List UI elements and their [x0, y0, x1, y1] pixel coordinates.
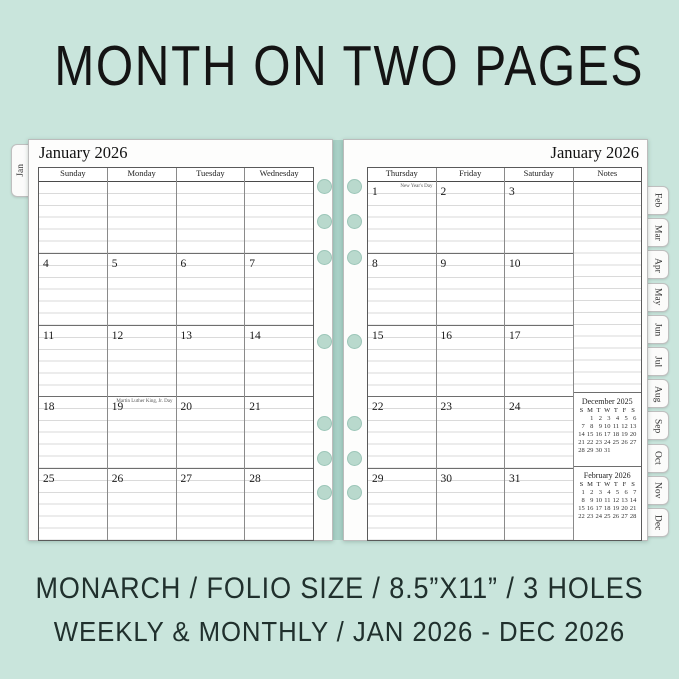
date-number: 15: [372, 329, 384, 342]
date-number: 27: [180, 473, 192, 486]
month-tab-apr: [646, 250, 669, 279]
date-cell-7: [245, 253, 313, 325]
date-cell-5: [108, 253, 176, 325]
mini-date-27: 27: [629, 439, 637, 447]
mini-date-15: 15: [578, 505, 585, 513]
mini-day-letter: T: [613, 481, 618, 489]
date-cell-6: [177, 253, 245, 325]
mini-date-27: 27: [621, 513, 628, 521]
mini-date-19: 19: [612, 505, 620, 513]
date-number: 21: [249, 401, 261, 414]
mini-date-14: 14: [629, 497, 637, 505]
mini-date-20: 20: [621, 505, 628, 513]
binder-hole: [317, 179, 332, 194]
mini-date-17: 17: [595, 505, 602, 513]
mini-date-18: 18: [604, 505, 611, 513]
date-cell-13: [177, 325, 245, 397]
mini-date-6: 6: [633, 415, 637, 423]
mini-date-30: 30: [595, 447, 602, 455]
binder-hole: [347, 179, 362, 194]
left-column-tuesday: [176, 168, 245, 540]
empty-date-cell: [108, 182, 176, 253]
month-tab-label: Jun: [652, 322, 663, 336]
left-month-title: January 2026: [39, 143, 128, 162]
mini-date-4: 4: [607, 489, 611, 497]
mini-date-24: 24: [595, 513, 602, 521]
date-cell-4: [39, 253, 107, 325]
date-number: 8: [372, 257, 378, 270]
date-cell-24: [505, 396, 573, 468]
mini-day-letter: S: [579, 481, 584, 489]
mini-calendar-title: December 2025: [581, 397, 633, 407]
mini-date-9: 9: [598, 423, 602, 431]
date-number: 18: [43, 401, 55, 414]
binder-hole: [347, 214, 362, 229]
date-number: 31: [509, 473, 521, 486]
day-header-friday: Friday: [437, 168, 505, 182]
notes-ruled-area: [574, 182, 642, 392]
mini-date-16: 16: [586, 505, 594, 513]
date-cell-26: [108, 468, 176, 540]
day-header-sunday: Sunday: [39, 168, 107, 182]
date-cell-28: [245, 468, 313, 540]
mini-date-16: 16: [595, 431, 602, 439]
binder-hole: [317, 334, 332, 349]
date-number: 30: [440, 473, 452, 486]
mini-date-22: 22: [578, 513, 585, 521]
binder-hole: [317, 416, 332, 431]
date-number: 4: [43, 257, 49, 270]
mini-day-letter: S: [631, 407, 635, 415]
month-tab-label: Aug: [652, 385, 663, 402]
mini-date-9: 9: [590, 497, 594, 505]
binder-hole: [347, 334, 362, 349]
mini-day-letter: F: [622, 407, 627, 415]
month-tab-label: Oct: [652, 451, 663, 465]
date-number: 20: [180, 401, 192, 414]
date-cell-25: [39, 468, 107, 540]
mini-date-6: 6: [624, 489, 628, 497]
mini-calendar-december-2025: [574, 392, 642, 466]
mini-date-10: 10: [595, 497, 602, 505]
mini-date-31: 31: [604, 447, 611, 455]
mini-date-7: 7: [633, 489, 637, 497]
left-column-wednesday: [244, 168, 313, 540]
month-tab-label: May: [652, 288, 663, 306]
binder-hole: [347, 250, 362, 265]
mini-date-3: 3: [607, 415, 611, 423]
date-cell-1: [368, 182, 436, 253]
mini-date-8: 8: [590, 423, 594, 431]
mini-date-23: 23: [586, 513, 594, 521]
date-cell-15: [368, 325, 436, 397]
mini-day-letter: F: [622, 481, 627, 489]
date-number: 24: [509, 401, 521, 414]
date-cell-20: [177, 396, 245, 468]
date-cell-14: [245, 325, 313, 397]
mini-day-letter: W: [604, 407, 611, 415]
month-tab-nov: [646, 476, 669, 505]
mini-day-letter: M: [587, 407, 593, 415]
date-cell-29: [368, 468, 436, 540]
date-number: 25: [43, 473, 55, 486]
binder-hole: [317, 451, 332, 466]
binder-hole: [317, 485, 332, 500]
left-column-sunday: [39, 168, 107, 540]
mini-date-8: 8: [581, 497, 585, 505]
date-number: 26: [111, 473, 124, 486]
month-tab-label: Mar: [652, 224, 663, 241]
binder-hole: [347, 451, 362, 466]
mini-date-25: 25: [604, 513, 611, 521]
mini-date-11: 11: [604, 497, 611, 505]
mini-date-21: 21: [629, 505, 637, 513]
month-tab-aug: [646, 379, 669, 408]
month-tab-sep: [646, 411, 669, 440]
date-cell-9: [437, 253, 505, 325]
mini-calendar-title: February 2026: [583, 471, 631, 481]
mini-day-letter: S: [579, 407, 584, 415]
product-title: MONTH ON TWO PAGES: [54, 34, 645, 98]
notes-body: [574, 182, 642, 540]
mini-date-12: 12: [621, 423, 628, 431]
date-number: 12: [111, 329, 124, 342]
date-number: 7: [249, 257, 255, 270]
binder-hole: [347, 485, 362, 500]
mini-date-12: 12: [612, 497, 620, 505]
holiday-label: New Year's Day: [400, 184, 433, 189]
month-tab-mar: [646, 218, 669, 247]
date-cell-3: [505, 182, 573, 253]
mini-day-letter: T: [596, 481, 601, 489]
mini-date-10: 10: [604, 423, 611, 431]
month-tab-jun: [646, 315, 669, 344]
month-tab-feb: [646, 186, 669, 215]
date-number: 29: [372, 473, 384, 486]
day-header-thursday: Thursday: [368, 168, 436, 182]
mini-date-7: 7: [581, 423, 585, 431]
mini-date-17: 17: [604, 431, 611, 439]
mini-date-24: 24: [604, 439, 611, 447]
mini-date-25: 25: [612, 439, 620, 447]
mini-date-13: 13: [629, 423, 637, 431]
date-number: 6: [180, 257, 187, 270]
date-cell-31: [505, 468, 573, 540]
date-number: 23: [440, 401, 452, 414]
day-header-saturday: Saturday: [505, 168, 573, 182]
mini-day-letter: W: [604, 481, 611, 489]
mini-date-2: 2: [590, 489, 594, 497]
month-tab-jul: [646, 347, 669, 376]
footer-line-1: MONARCH / FOLIO SIZE / 8.5”X11” / 3 HOLES: [35, 572, 644, 605]
date-cell-11: [39, 325, 107, 397]
mini-date-14: 14: [578, 431, 585, 439]
date-cell-8: [368, 253, 436, 325]
mini-calendar-grid: [574, 407, 642, 455]
mini-date-21: 21: [578, 439, 585, 447]
empty-date-cell: [177, 182, 245, 253]
mini-date-22: 22: [586, 439, 594, 447]
mini-date-23: 23: [595, 439, 602, 447]
month-tab-may: [646, 283, 669, 312]
date-number: 17: [509, 329, 521, 342]
jan-tab-label: Jan: [16, 164, 26, 177]
date-cell-12: [108, 325, 176, 397]
date-cell-18: [39, 396, 107, 468]
mini-day-letter: S: [631, 481, 635, 489]
right-column-friday: [436, 168, 505, 540]
date-number: 16: [440, 329, 452, 342]
day-header-monday: Monday: [108, 168, 176, 182]
mini-date-15: 15: [586, 431, 594, 439]
date-cell-27: [177, 468, 245, 540]
left-calendar-grid: [38, 167, 314, 541]
month-tab-label: Jul: [652, 355, 663, 368]
notes-header: Notes: [574, 168, 642, 182]
mini-date-13: 13: [621, 497, 628, 505]
mini-date-4: 4: [615, 415, 620, 423]
date-cell-16: [437, 325, 505, 397]
mini-day-letter: T: [596, 407, 601, 415]
mini-empty: [629, 447, 638, 455]
mini-date-26: 26: [612, 513, 620, 521]
date-number: 9: [440, 257, 447, 270]
right-column-saturday: [504, 168, 573, 540]
date-cell-19: [108, 396, 176, 468]
mini-date-5: 5: [615, 489, 620, 497]
month-tab-label: Feb: [652, 193, 663, 208]
day-header-tuesday: Tuesday: [177, 168, 245, 182]
notes-column: [573, 168, 642, 540]
date-cell-22: [368, 396, 436, 468]
mini-date-18: 18: [612, 431, 620, 439]
mini-calendar-february-2026: [574, 466, 642, 540]
month-tab-label: Apr: [652, 257, 663, 273]
mini-calendar-grid: [574, 481, 642, 521]
date-cell-10: [505, 253, 573, 325]
date-number: 14: [249, 329, 261, 342]
date-cell-23: [437, 396, 505, 468]
date-number: 28: [249, 473, 261, 486]
mini-date-20: 20: [629, 431, 637, 439]
mini-date-1: 1: [590, 415, 594, 423]
day-header-wednesday: Wednesday: [245, 168, 313, 182]
date-cell-30: [437, 468, 505, 540]
month-tab-label: Sep: [652, 418, 663, 434]
footer-line-2: WEEKLY & MONTHLY / JAN 2026 - DEC 2026: [53, 616, 626, 647]
date-number: 22: [372, 401, 384, 414]
holiday-label: Martin Luther King, Jr. Day: [116, 399, 173, 405]
mini-date-1: 1: [581, 489, 585, 497]
month-tab-label: Dec: [652, 514, 663, 531]
binder-hole: [317, 214, 332, 229]
date-number: 11: [43, 329, 55, 342]
date-cell-2: [437, 182, 505, 253]
mini-date-3: 3: [598, 489, 602, 497]
empty-date-cell: [245, 182, 313, 253]
date-number: 5: [111, 257, 118, 270]
binder-hole: [317, 250, 332, 265]
date-cell-17: [505, 325, 573, 397]
mini-day-letter: M: [587, 481, 593, 489]
mini-date-5: 5: [624, 415, 628, 423]
right-month-title: January 2026: [550, 143, 639, 162]
mini-date-28: 28: [578, 447, 585, 455]
mini-date-28: 28: [629, 513, 637, 521]
mini-date-2: 2: [598, 415, 602, 423]
mini-empty: [620, 447, 629, 455]
date-number: 19: [111, 401, 124, 414]
mini-empty: [577, 415, 586, 423]
date-number: 3: [509, 186, 515, 198]
left-page: [28, 139, 333, 541]
month-tab-oct: [646, 444, 669, 473]
mini-date-26: 26: [621, 439, 628, 447]
right-column-thursday: [368, 168, 436, 540]
empty-date-cell: [39, 182, 107, 253]
date-number: 2: [440, 186, 447, 198]
mini-date-11: 11: [612, 423, 620, 431]
right-page: [343, 139, 648, 541]
date-number: 10: [509, 257, 521, 270]
mini-day-letter: T: [613, 407, 618, 415]
date-number: 13: [180, 329, 192, 342]
date-cell-21: [245, 396, 313, 468]
left-column-monday: [107, 168, 176, 540]
mini-date-19: 19: [621, 431, 628, 439]
month-tab-dec: [646, 508, 669, 537]
month-tab-label: Nov: [652, 482, 663, 499]
date-number: 1: [372, 186, 378, 198]
mini-date-29: 29: [586, 447, 594, 455]
right-calendar-grid: [367, 167, 642, 541]
binder-hole: [347, 416, 362, 431]
mini-empty: [612, 447, 621, 455]
